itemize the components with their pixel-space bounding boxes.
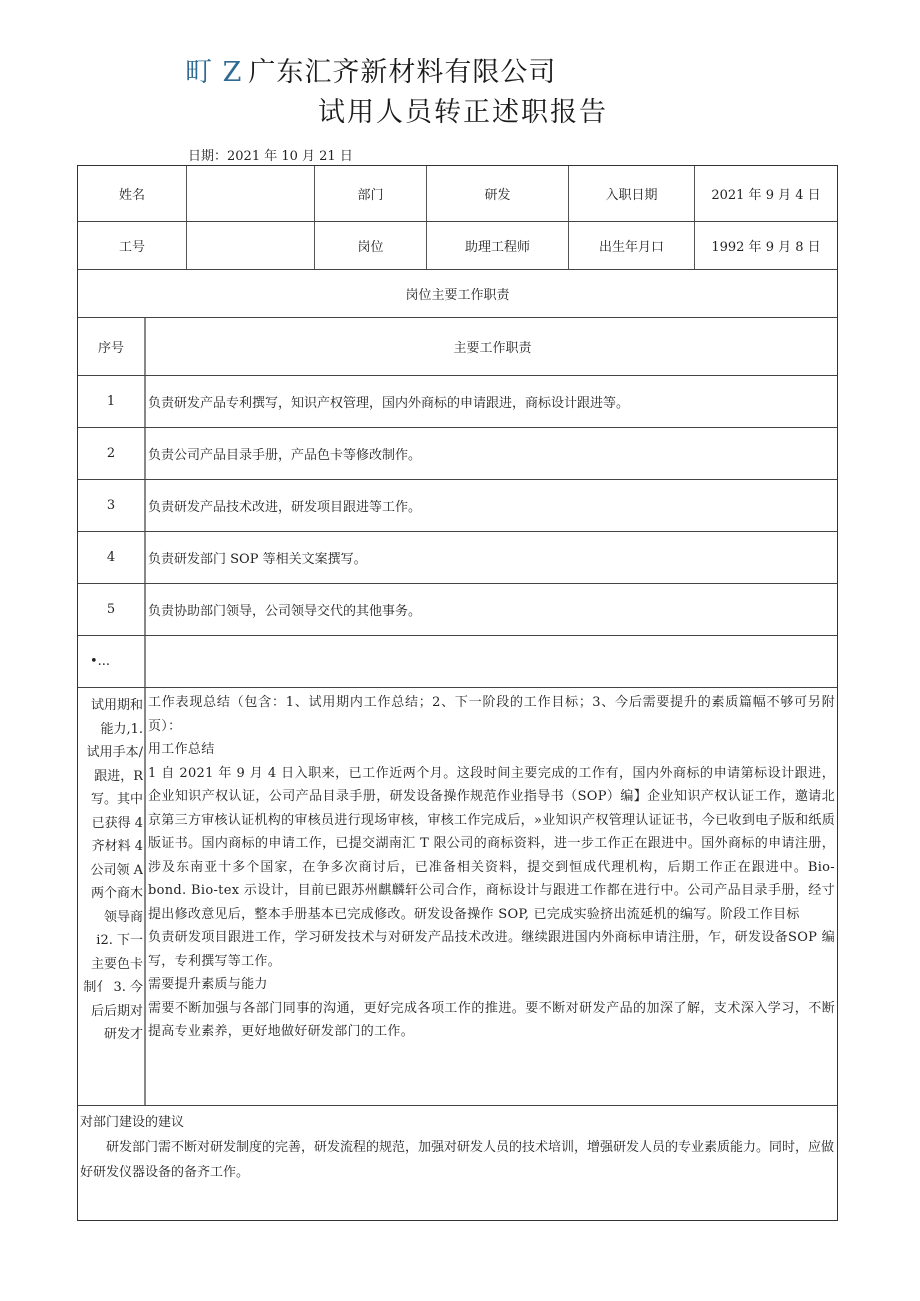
summary-left-line: 试用手本/ <box>86 745 143 760</box>
suggestion-title: 对部门建设的建议 <box>80 1115 185 1130</box>
duty-text: 负责研发部门 SOP 等相关文案撰写。 <box>144 532 837 583</box>
duty-text: 负责研发产品技术改进，研发项目跟进等工作。 <box>144 480 837 531</box>
summary-improve-paragraph: 需要不断加强与各部门同事的沟通，更好完成各项工作的推进。要不断对研发产品的加深了解，支术深入学习，不断提高专业素养，更好地做好研发部门的工作。 <box>148 1000 835 1039</box>
duty-seq: 1 <box>106 394 116 409</box>
summary-left-column <box>78 688 144 1105</box>
summary-content[interactable] <box>144 688 837 1105</box>
summary-left-line: 后后期对 <box>90 1003 143 1019</box>
join-date-label: 入职日期 <box>568 166 694 221</box>
employee-id-value[interactable] <box>186 222 314 269</box>
info-row-1 <box>78 166 837 221</box>
suggestion-row[interactable] <box>78 1105 837 1220</box>
summary-left-line: 已获得 4 <box>91 815 143 831</box>
summary-left-line: 写。其中 <box>90 792 143 807</box>
company-name-text: 广东汇齐新材料有限公司 <box>248 57 557 88</box>
duty-seq: 2 <box>106 446 116 461</box>
join-date-value[interactable]: 2021 年 9 月 4 日 <box>694 166 837 221</box>
duties-header-row <box>78 317 837 375</box>
summary-work-paragraph: 1 自 2021 年 9 月 4 日入职来，已工作近两个月。这段时间主要完成的工作有，国内外商标的申请第标设计跟进，企业知识产权认证，公司产品目录手册，研发设备操作规范作业指导书（SOP）编】企业知识产权认证工作，邀请北京第三方审核认证机构的审核员进行现场审核，审核工作完成后，»业知识产权管理认证证书，今已收到电子版和纸质版证书。国内商标的申请工作，已提交湖南汇 T 限公司的商标资料，进一步工作正在跟进中。国外商标的申请注册，涉及东南亚十多个国家，在争多次商讨后，已准备相关资料，提交到恒成代理机构，后期工作正在跟进中。Bio-bond. Bio-tex 示设计，目前已跟苏州麒麟轩公司合作，商标设计与跟进工作都在进行中。公司产品目录手册，经寸提出修改意见后，整本手册基本已完成修改。研发设备操作 SOP, 已完成实验挤出流延机的编写。阶段工作目标 <box>148 765 835 922</box>
summary-left-line: 两个商木 <box>90 886 143 901</box>
duty-row-more <box>78 635 837 687</box>
summary-left-line: 能力,1. <box>100 721 143 737</box>
duty-seq: 4 <box>106 550 116 565</box>
duty-row <box>78 427 837 479</box>
duties-section-row <box>78 269 837 317</box>
duty-column-header: 主要工作职责 <box>144 318 837 375</box>
dept-label: 部门 <box>314 166 426 221</box>
summary-next-goals: 负责研发项目跟进工作，学习研发技术与对研发产品技术改进。继续跟进国内外商标申请注册，乍，研发设备SOP 编写，专利撰写等工作。 <box>148 930 835 969</box>
suggestion-text: 研发部门需不断对研发制度的完善，研发流程的规范，加强对研发人员的技术培训，增强研发人员的专业素质能力。同时，应做好研发仪器设备的备齐工作。 <box>80 1140 835 1180</box>
duty-seq: 3 <box>106 498 116 513</box>
duty-text: 负责研发产品专利撰写，知识产权管理，国内外商标的申请跟进，商标设计跟进等。 <box>144 376 837 427</box>
summary-heading-work: 用工作总结 <box>148 742 215 757</box>
name-label: 姓名 <box>118 188 145 203</box>
duty-row <box>78 375 837 427</box>
report-table <box>77 165 838 1221</box>
summary-left-line: 齐材料 4 <box>91 839 143 854</box>
duty-row <box>78 583 837 635</box>
dept-value[interactable]: 研发 <box>426 166 568 221</box>
summary-left-line: 跟进，R <box>94 768 143 784</box>
post-value[interactable]: 助理工程师 <box>426 222 568 269</box>
duty-text: 负责公司产品目录手册，产品色卡等修改制作。 <box>144 428 837 479</box>
summary-left-line: 制亻 3. 今 <box>83 980 143 995</box>
summary-left-line: 公司领 A <box>90 862 143 878</box>
employee-id-label: 工号 <box>118 240 145 255</box>
summary-row <box>78 687 837 1105</box>
duty-text: 负责协助部门领导，公司领导交代的其他事务。 <box>144 584 837 635</box>
company-name <box>185 50 556 89</box>
duty-seq-more: •... <box>90 654 111 669</box>
info-row-2 <box>78 221 837 269</box>
summary-left-line: 领导商 <box>103 909 143 925</box>
duty-seq: 5 <box>106 602 116 617</box>
report-title: 试用人员转正述职报告 <box>318 97 608 128</box>
duty-row <box>78 531 837 583</box>
summary-left-line: 主要色卡 <box>90 956 143 972</box>
duty-text-more[interactable] <box>144 636 837 687</box>
duty-row <box>78 479 837 531</box>
seq-column-header: 序号 <box>97 341 124 356</box>
summary-heading-improve: 需要提升素质与能力 <box>148 977 268 992</box>
summary-left-line: 试用期和 <box>90 698 143 713</box>
company-logo-mark: 町 Z <box>185 57 243 88</box>
post-label: 岗位 <box>314 222 426 269</box>
name-value[interactable] <box>186 166 314 221</box>
report-date: 日期：2021 年 10 月 21 日 <box>188 149 353 164</box>
birth-date-label: 出生年月口 <box>568 222 694 269</box>
birth-date-value[interactable]: 1992 年 9 月 8 日 <box>694 222 837 269</box>
summary-left-line: i2. 下一 <box>96 933 143 948</box>
summary-left-line: 研发才 <box>103 1027 143 1042</box>
duties-section-title: 岗位主要工作职责 <box>405 288 510 303</box>
summary-intro: 工作表现总结（包含：1、试用期内工作总结；2、下一阶段的工作目标；3、今后需要提升的素质篇幅不够可另附页）： <box>148 695 835 734</box>
